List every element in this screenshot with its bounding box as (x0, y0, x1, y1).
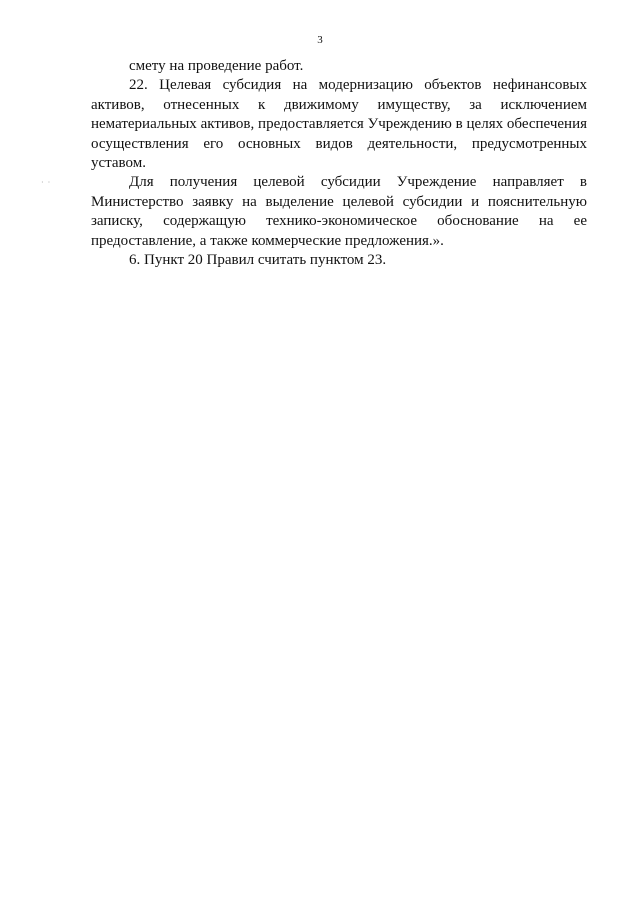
paragraph-item-6: 6. Пункт 20 Правил считать пунктом 23. (129, 252, 387, 269)
page-number: 3 (317, 34, 323, 46)
margin-mark: · · (41, 178, 52, 187)
paragraph-item-22: 22. Целевая субсидия на модернизацию объектов нефинансовых активов, отнесенных к движимому имуществу, за исключением нематериальных активов, предоставляется Учреждению в целях обеспечения осуществления его основных видов деятельности, предусмотренных уставом. (91, 77, 587, 172)
paragraph-application: Для получения целевой субсидии Учреждение направляет в Министерство заявку на выделение целевой субсидии и пояснительную записку, содержащую технико-экономическое обоснование на ее предоставление, а также коммерческие предложения.». (91, 174, 587, 249)
paragraph-continuation: смету на проведение работ. (129, 58, 304, 74)
document-body (91, 57, 587, 270)
